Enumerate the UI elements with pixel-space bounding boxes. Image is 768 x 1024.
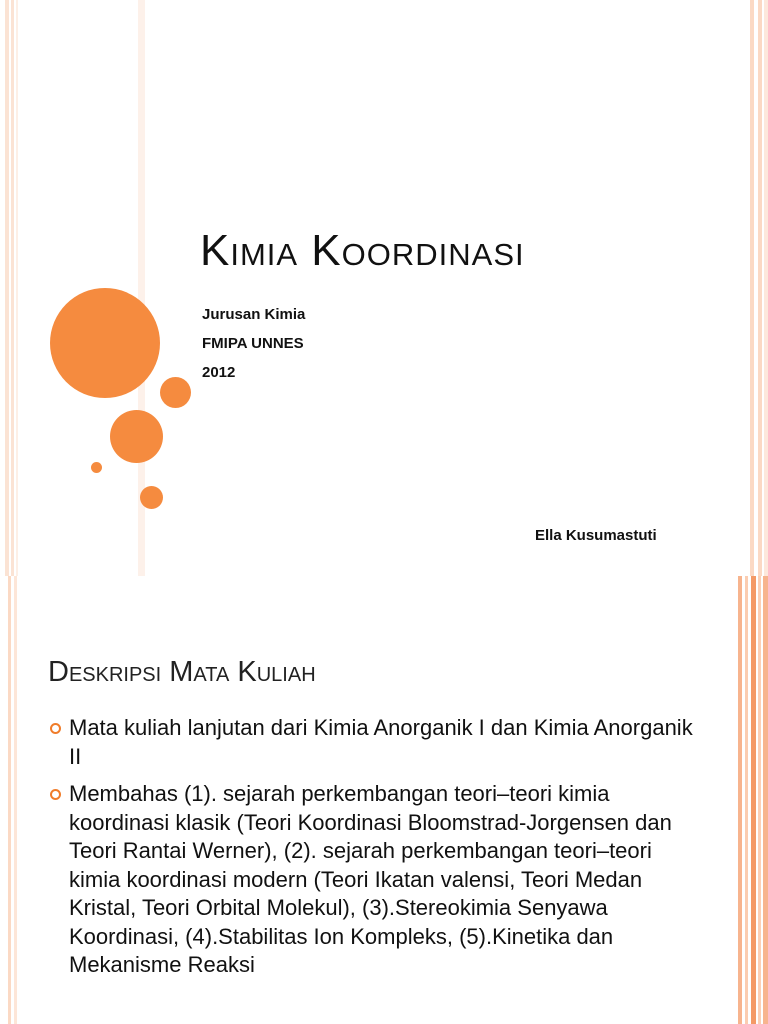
decor-stripe [745,576,748,1024]
author-name: Ella Kusumastuti [535,527,657,544]
decor-circle-medium [110,410,163,463]
slide-subtitle [202,300,305,387]
decor-stripe [11,0,14,576]
list-item [48,780,708,980]
subtitle-line: FMIPA UNNES [202,335,304,352]
decor-stripe [758,576,761,1024]
decor-circle-tiny [91,462,102,473]
bullet-list [48,714,708,989]
slide-title: Kimia Koordinasi [200,226,525,275]
decor-stripe [738,576,742,1024]
decor-circle-large [50,288,160,398]
content-slide [0,576,768,1024]
subtitle-line: Jurusan Kimia [202,306,306,323]
decor-stripe [764,0,768,576]
decor-stripe [763,576,768,1024]
decor-stripe [8,576,11,1024]
bullet-text: Mata kuliah lanjutan dari Kimia Anorganik I dan Kimia Anorganik II [69,715,693,769]
ring-bullet-icon [50,789,61,800]
decor-circle-small [140,486,163,509]
decor-stripe [14,576,17,1024]
decor-stripe [750,0,754,576]
ring-bullet-icon [50,723,61,734]
slide-heading: Deskripsi Mata Kuliah [48,656,316,688]
decor-stripe [16,0,18,576]
bullet-text: Membahas (1). sejarah perkembangan teori–teori kimia koordinasi klasik (Teori Koordinasi Bloomstrad-Jorgensen dan Teori Rantai Werner), (2). sejarah perkembangan teori–teori kimia koordinasi modern (Teori Ikatan valensi, Teori Medan Kristal, Teori Orbital Molekul), (3).Stereokimia Senyawa Koordinasi, (4).Stabilitas Ion Kompleks, (5).Kinetika dan Mekanisme Reaksi [69,781,672,977]
subtitle-line: 2012 [202,364,236,381]
decor-stripe [751,576,756,1024]
decor-stripe [5,0,9,576]
decor-stripe [758,0,762,576]
decor-circle-small [160,377,191,408]
list-item [48,714,708,771]
